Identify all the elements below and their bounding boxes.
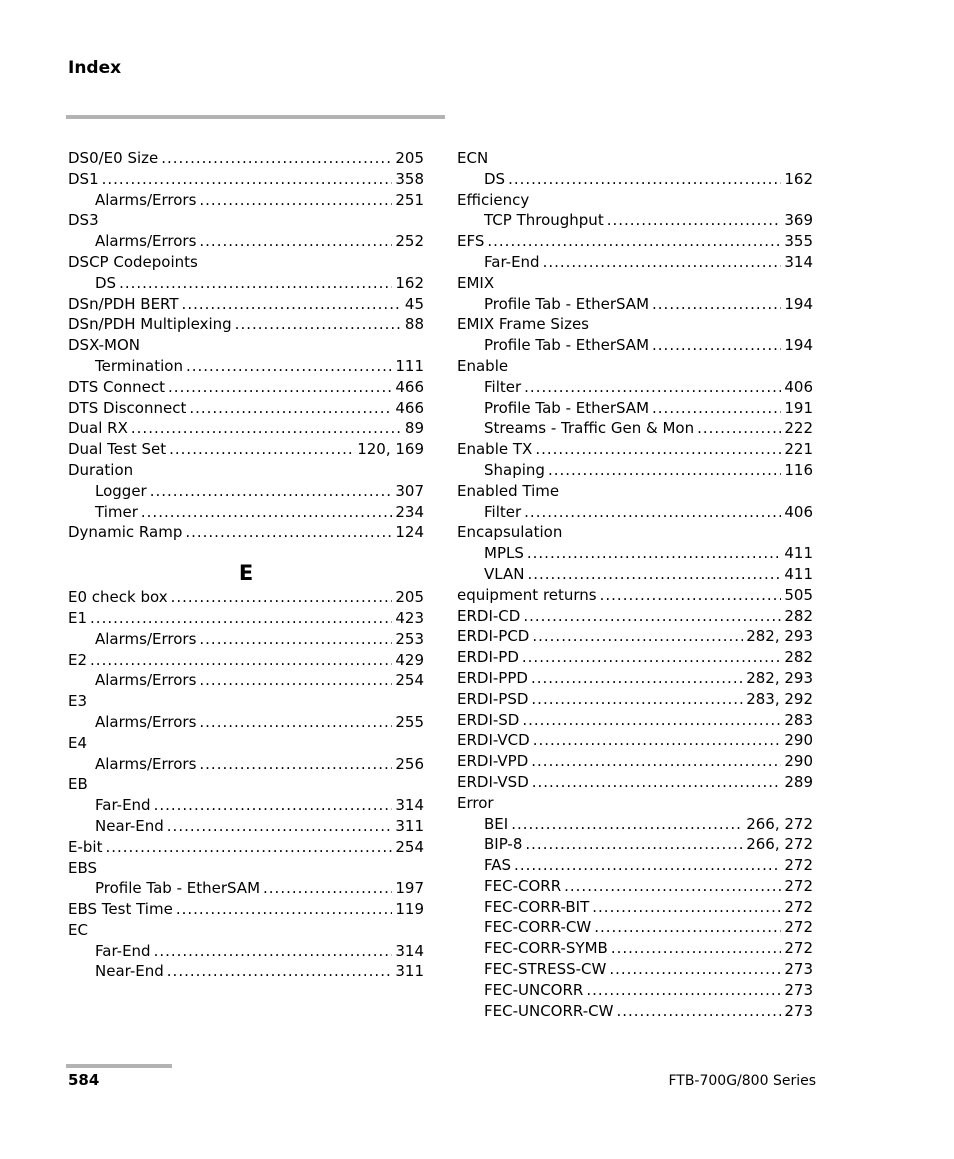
index-entry bbox=[68, 691, 424, 712]
index-subentry bbox=[457, 502, 813, 523]
index-group-e bbox=[68, 587, 424, 982]
dot-leader bbox=[167, 816, 393, 837]
page-reference: 205 bbox=[395, 588, 424, 607]
index-subentry bbox=[68, 941, 424, 962]
index-term: FEC-UNCORR bbox=[484, 980, 584, 999]
index-entry bbox=[457, 356, 813, 377]
index-entry bbox=[68, 920, 424, 941]
index-entry bbox=[457, 730, 813, 751]
index-entry bbox=[68, 335, 424, 356]
index-entry bbox=[68, 460, 424, 481]
dot-leader bbox=[611, 938, 782, 959]
index-term: FEC-CORR bbox=[484, 876, 562, 895]
index-term: DSn/PDH BERT bbox=[68, 294, 179, 313]
page-reference: 282, 293 bbox=[746, 668, 813, 687]
index-entry bbox=[68, 148, 424, 169]
page-reference: 45 bbox=[404, 294, 424, 313]
index-entry bbox=[457, 606, 813, 627]
index-term: Timer bbox=[95, 502, 138, 521]
index-term: Enable bbox=[457, 356, 509, 375]
dot-leader bbox=[182, 294, 402, 315]
dot-leader bbox=[90, 608, 392, 629]
index-term: VLAN bbox=[484, 564, 525, 583]
page-reference: 273 bbox=[784, 980, 813, 999]
index-term: Efficiency bbox=[457, 190, 530, 209]
index-term: Profile Tab - EtherSAM bbox=[484, 336, 650, 355]
index-term: E0 check box bbox=[68, 588, 168, 607]
index-subentry bbox=[457, 814, 813, 835]
index-term: ERDI-SD bbox=[457, 710, 520, 729]
page-reference: 411 bbox=[784, 544, 813, 563]
index-term: Alarms/Errors bbox=[95, 232, 197, 251]
dot-leader bbox=[652, 335, 781, 356]
index-term: Dual RX bbox=[68, 419, 128, 438]
index-term: Error bbox=[457, 793, 494, 812]
page-reference: 111 bbox=[395, 356, 424, 375]
index-entry bbox=[68, 650, 424, 671]
index-entry bbox=[457, 793, 813, 814]
page-reference: 466 bbox=[395, 377, 424, 396]
header-divider bbox=[66, 115, 445, 119]
dot-leader bbox=[652, 294, 781, 315]
index-term: EC bbox=[68, 920, 88, 939]
index-term: DS bbox=[95, 273, 117, 292]
index-term: Dual Test Set bbox=[68, 440, 167, 459]
index-left-column bbox=[68, 148, 424, 982]
dot-leader bbox=[543, 252, 782, 273]
index-entry bbox=[68, 294, 424, 315]
index-term: Far-End bbox=[95, 941, 151, 960]
dot-leader bbox=[524, 502, 781, 523]
page-reference: 254 bbox=[395, 837, 424, 856]
page-reference: 307 bbox=[395, 481, 424, 500]
index-subentry bbox=[457, 169, 813, 190]
dot-leader bbox=[527, 543, 781, 564]
dot-leader bbox=[189, 398, 392, 419]
index-entry bbox=[457, 585, 813, 606]
page-reference: 406 bbox=[784, 502, 813, 521]
page-reference: 290 bbox=[784, 731, 813, 750]
page-reference: 272 bbox=[784, 876, 813, 895]
index-entry bbox=[457, 231, 813, 252]
dot-leader bbox=[199, 712, 392, 733]
footer-divider bbox=[66, 1064, 172, 1068]
index-term: ERDI-CD bbox=[457, 606, 521, 625]
index-subentry bbox=[457, 377, 813, 398]
index-term: DS0/E0 Size bbox=[68, 149, 159, 167]
index-entry bbox=[68, 858, 424, 879]
index-entry bbox=[68, 377, 424, 398]
page-reference: 358 bbox=[395, 169, 424, 188]
index-subentry bbox=[457, 418, 813, 439]
index-term: TCP Throughput bbox=[484, 211, 604, 230]
dot-leader bbox=[511, 814, 743, 835]
index-term: FEC-STRESS-CW bbox=[484, 960, 607, 979]
dot-leader bbox=[522, 647, 781, 668]
index-entry bbox=[457, 668, 813, 689]
index-term: Near-End bbox=[95, 816, 164, 835]
dot-leader bbox=[522, 710, 781, 731]
index-term: Streams - Traffic Gen & Mon bbox=[484, 419, 695, 438]
page-number: 584 bbox=[68, 1071, 100, 1089]
index-term: Filter bbox=[484, 502, 522, 521]
dot-leader bbox=[548, 460, 781, 481]
dot-leader bbox=[487, 231, 781, 252]
dot-leader bbox=[564, 876, 781, 897]
dot-leader bbox=[514, 855, 781, 876]
page-reference: 273 bbox=[784, 1001, 813, 1020]
index-term: Termination bbox=[95, 356, 183, 375]
index-entry bbox=[68, 837, 424, 858]
page-reference: 255 bbox=[395, 712, 424, 731]
dot-leader bbox=[102, 169, 393, 190]
index-subentry bbox=[457, 917, 813, 938]
index-entry bbox=[457, 439, 813, 460]
index-subentry bbox=[457, 959, 813, 980]
index-term: Far-End bbox=[484, 252, 540, 271]
index-term: ERDI-PD bbox=[457, 648, 519, 667]
index-entry bbox=[68, 418, 424, 439]
dot-leader bbox=[199, 670, 392, 691]
index-subentry bbox=[457, 543, 813, 564]
index-entry bbox=[457, 190, 813, 211]
dot-leader bbox=[609, 959, 781, 980]
page-reference: 314 bbox=[784, 252, 813, 271]
index-term: Filter bbox=[484, 377, 522, 396]
index-right-column bbox=[457, 148, 813, 1021]
page-reference: 191 bbox=[784, 398, 813, 417]
dot-leader bbox=[607, 210, 782, 231]
index-entry bbox=[68, 252, 424, 273]
page-reference: 88 bbox=[404, 315, 424, 334]
index-subentry bbox=[457, 252, 813, 273]
dot-leader bbox=[600, 585, 782, 606]
index-term: DSCP Codepoints bbox=[68, 252, 198, 271]
index-term: Alarms/Errors bbox=[95, 712, 197, 731]
index-term: ECN bbox=[457, 149, 489, 167]
index-entry bbox=[68, 587, 424, 608]
index-entry bbox=[457, 751, 813, 772]
index-term: BIP-8 bbox=[484, 835, 523, 854]
dot-leader bbox=[616, 1001, 781, 1022]
index-subentry bbox=[68, 231, 424, 252]
page-reference: 282 bbox=[784, 648, 813, 667]
index-term: E-bit bbox=[68, 837, 103, 856]
index-term: DS1 bbox=[68, 169, 99, 188]
index-term: FAS bbox=[484, 856, 512, 875]
dot-leader bbox=[105, 837, 392, 858]
dot-leader bbox=[185, 522, 392, 543]
index-term: Alarms/Errors bbox=[95, 629, 197, 648]
index-subentry bbox=[68, 961, 424, 982]
index-entry bbox=[457, 689, 813, 710]
page-reference: 194 bbox=[784, 294, 813, 313]
page-reference: 272 bbox=[784, 939, 813, 958]
page-reference: 423 bbox=[395, 608, 424, 627]
dot-leader bbox=[523, 606, 781, 627]
index-term: FEC-CORR-BIT bbox=[484, 897, 590, 916]
index-term: Logger bbox=[95, 481, 147, 500]
page-reference: 505 bbox=[784, 585, 813, 604]
index-subentry bbox=[68, 190, 424, 211]
page-reference: 466 bbox=[395, 398, 424, 417]
index-entry bbox=[457, 710, 813, 731]
index-term: BEI bbox=[484, 814, 509, 833]
page-reference: 197 bbox=[395, 879, 424, 898]
index-subentry bbox=[457, 564, 813, 585]
index-term: FEC-CORR-SYMB bbox=[484, 939, 608, 958]
page-reference: 314 bbox=[395, 941, 424, 960]
index-subentry bbox=[457, 1001, 813, 1022]
index-term: EMIX bbox=[457, 273, 495, 292]
index-entry bbox=[457, 626, 813, 647]
index-term: DSX-MON bbox=[68, 336, 140, 355]
page-reference: 283, 292 bbox=[746, 689, 813, 708]
dot-leader bbox=[531, 668, 743, 689]
index-term: ERDI-PPD bbox=[457, 668, 528, 687]
index-term: Profile Tab - EtherSAM bbox=[95, 879, 261, 898]
dot-leader bbox=[533, 730, 782, 751]
index-term: Encapsulation bbox=[457, 523, 563, 542]
index-entry bbox=[68, 608, 424, 629]
index-term: ERDI-PSD bbox=[457, 689, 529, 708]
dot-leader bbox=[186, 356, 392, 377]
dot-leader bbox=[532, 626, 743, 647]
index-subentry bbox=[68, 712, 424, 733]
index-subentry bbox=[68, 754, 424, 775]
dot-leader bbox=[199, 190, 392, 211]
index-subentry bbox=[457, 210, 813, 231]
index-term: equipment returns bbox=[457, 585, 597, 604]
page-reference: 254 bbox=[395, 671, 424, 690]
page-reference: 266, 272 bbox=[746, 814, 813, 833]
dot-leader bbox=[119, 273, 392, 294]
dot-leader bbox=[150, 481, 393, 502]
index-term: Profile Tab - EtherSAM bbox=[484, 398, 650, 417]
page-reference: 314 bbox=[395, 796, 424, 815]
page-reference: 355 bbox=[784, 232, 813, 251]
page-reference: 119 bbox=[395, 900, 424, 919]
page-reference: 411 bbox=[784, 564, 813, 583]
index-subentry bbox=[457, 855, 813, 876]
index-entry bbox=[457, 481, 813, 502]
dot-leader bbox=[592, 897, 781, 918]
dot-leader bbox=[235, 314, 402, 335]
index-entry bbox=[68, 398, 424, 419]
index-subentry bbox=[68, 502, 424, 523]
page-reference: 406 bbox=[784, 377, 813, 396]
dot-leader bbox=[154, 795, 393, 816]
dot-leader bbox=[594, 917, 781, 938]
index-entry bbox=[68, 733, 424, 754]
page-reference: 272 bbox=[784, 897, 813, 916]
index-term: Alarms/Errors bbox=[95, 190, 197, 209]
index-subentry bbox=[68, 629, 424, 650]
index-term: ERDI-VPD bbox=[457, 752, 529, 771]
index-term: E2 bbox=[68, 650, 88, 669]
page-reference: 221 bbox=[784, 440, 813, 459]
index-term: DTS Connect bbox=[68, 377, 166, 396]
index-subentry bbox=[457, 398, 813, 419]
index-entry bbox=[457, 522, 813, 543]
page-reference: 194 bbox=[784, 336, 813, 355]
index-entry bbox=[68, 169, 424, 190]
index-term: ERDI-VCD bbox=[457, 731, 530, 750]
index-term: EB bbox=[68, 775, 88, 794]
dot-leader bbox=[141, 502, 392, 523]
page-reference: 162 bbox=[784, 169, 813, 188]
dot-leader bbox=[199, 231, 392, 252]
index-subentry bbox=[68, 273, 424, 294]
index-subentry bbox=[68, 795, 424, 816]
dot-leader bbox=[531, 689, 743, 710]
index-entry bbox=[68, 210, 424, 231]
dot-leader bbox=[199, 629, 392, 650]
dot-leader bbox=[169, 439, 354, 460]
index-term: Near-End bbox=[95, 962, 164, 981]
index-subentry bbox=[68, 481, 424, 502]
dot-leader bbox=[168, 377, 392, 398]
index-subentry bbox=[457, 335, 813, 356]
index-term: Profile Tab - EtherSAM bbox=[484, 294, 650, 313]
dot-leader bbox=[263, 878, 392, 899]
dot-leader bbox=[586, 980, 781, 1001]
page-reference: 282, 293 bbox=[746, 627, 813, 646]
dot-leader bbox=[527, 564, 781, 585]
index-term: DSn/PDH Multiplexing bbox=[68, 315, 232, 334]
page-reference: 162 bbox=[395, 273, 424, 292]
index-term: Duration bbox=[68, 460, 134, 479]
index-term: DS3 bbox=[68, 211, 99, 230]
dot-leader bbox=[697, 418, 781, 439]
index-subentry bbox=[457, 294, 813, 315]
index-term: Far-End bbox=[95, 796, 151, 815]
page-reference: 222 bbox=[784, 419, 813, 438]
page-reference: 273 bbox=[784, 960, 813, 979]
index-term: Alarms/Errors bbox=[95, 671, 197, 690]
index-entry bbox=[68, 774, 424, 795]
index-term: FEC-UNCORR-CW bbox=[484, 1001, 614, 1020]
index-term: MPLS bbox=[484, 544, 524, 563]
page-reference: 116 bbox=[784, 460, 813, 479]
dot-leader bbox=[161, 148, 392, 169]
page-reference: 429 bbox=[395, 650, 424, 669]
index-term: EMIX Frame Sizes bbox=[457, 315, 589, 334]
page-reference: 253 bbox=[395, 629, 424, 648]
page-reference: 256 bbox=[395, 754, 424, 773]
page-reference: 282 bbox=[784, 606, 813, 625]
dot-leader bbox=[199, 754, 392, 775]
page-header-title: Index bbox=[68, 58, 122, 78]
index-subentry bbox=[457, 980, 813, 1001]
page-reference: 272 bbox=[784, 918, 813, 937]
dot-leader bbox=[531, 751, 781, 772]
index-term: Shaping bbox=[484, 460, 545, 479]
dot-leader bbox=[167, 961, 393, 982]
dot-leader bbox=[508, 169, 781, 190]
index-subentry bbox=[68, 356, 424, 377]
index-entry bbox=[68, 522, 424, 543]
index-subentry bbox=[68, 670, 424, 691]
page-reference: 252 bbox=[395, 232, 424, 251]
index-subentry bbox=[457, 897, 813, 918]
index-subentry bbox=[457, 834, 813, 855]
dot-leader bbox=[524, 377, 781, 398]
index-subentry bbox=[68, 878, 424, 899]
index-entry bbox=[457, 772, 813, 793]
index-entry bbox=[68, 899, 424, 920]
index-term: Enabled Time bbox=[457, 481, 560, 500]
page-reference: 369 bbox=[784, 211, 813, 230]
index-term: DTS Disconnect bbox=[68, 398, 187, 417]
section-letter-heading: E bbox=[238, 561, 254, 586]
index-term: E4 bbox=[68, 733, 88, 752]
dot-leader bbox=[532, 772, 782, 793]
index-entry bbox=[457, 647, 813, 668]
index-subentry bbox=[457, 460, 813, 481]
index-entry bbox=[68, 314, 424, 335]
index-entry bbox=[457, 314, 813, 335]
index-group-e-continued bbox=[457, 148, 813, 1021]
page-reference: 266, 272 bbox=[746, 835, 813, 854]
index-term: DS bbox=[484, 169, 506, 188]
index-term: E1 bbox=[68, 608, 88, 627]
page-reference: 311 bbox=[395, 962, 424, 981]
page-reference: 289 bbox=[784, 772, 813, 791]
index-term: EBS bbox=[68, 858, 98, 877]
page-reference: 234 bbox=[395, 502, 424, 521]
dot-leader bbox=[131, 418, 402, 439]
index-term: EFS bbox=[457, 232, 485, 251]
index-subentry bbox=[457, 876, 813, 897]
index-entry bbox=[457, 273, 813, 294]
page-reference: 272 bbox=[784, 856, 813, 875]
index-term: E3 bbox=[68, 692, 88, 711]
index-term: Enable TX bbox=[457, 440, 533, 459]
dot-leader bbox=[171, 587, 393, 608]
index-entry bbox=[68, 439, 424, 460]
dot-leader bbox=[652, 398, 781, 419]
page-reference: 124 bbox=[395, 523, 424, 542]
index-term: Alarms/Errors bbox=[95, 754, 197, 773]
page-reference: 120, 169 bbox=[357, 440, 424, 459]
dot-leader bbox=[154, 941, 393, 962]
index-term: FEC-CORR-CW bbox=[484, 918, 592, 937]
index-subentry bbox=[68, 816, 424, 837]
product-series-name: FTB-700G/800 Series bbox=[668, 1073, 816, 1089]
dot-leader bbox=[535, 439, 781, 460]
index-term: EBS Test Time bbox=[68, 900, 173, 919]
page-reference: 311 bbox=[395, 816, 424, 835]
dot-leader bbox=[176, 899, 393, 920]
page-reference: 205 bbox=[395, 149, 424, 167]
dot-leader bbox=[90, 650, 392, 671]
page-reference: 290 bbox=[784, 752, 813, 771]
index-term: ERDI-VSD bbox=[457, 772, 529, 791]
page-reference: 89 bbox=[404, 419, 424, 438]
page-reference: 283 bbox=[784, 710, 813, 729]
index-group-d bbox=[68, 148, 424, 543]
index-entry bbox=[457, 148, 813, 169]
index-term: ERDI-PCD bbox=[457, 627, 530, 646]
dot-leader bbox=[525, 834, 743, 855]
page-reference: 251 bbox=[395, 190, 424, 209]
index-term: Dynamic Ramp bbox=[68, 523, 183, 542]
index-subentry bbox=[457, 938, 813, 959]
